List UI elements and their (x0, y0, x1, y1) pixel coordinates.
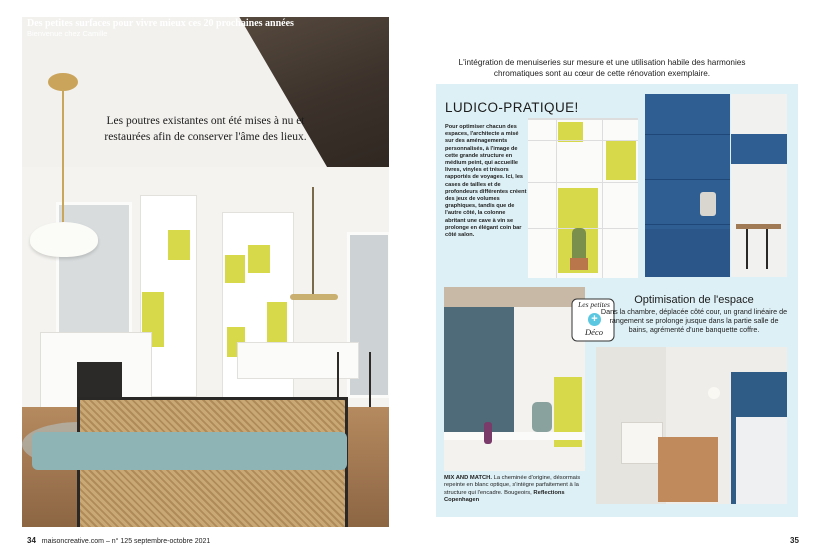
living-room-photo (22, 17, 389, 527)
yellow-niche (267, 302, 287, 342)
optimisation-body: Dans la chambre, déplacée côté cour, un grand linéaire de rangement se prolonge jusque dans la partie salle de bains, agrémenté d'une banquette coffre. (600, 307, 788, 335)
yellow-niche (225, 255, 245, 283)
folio-text: maisoncreative.com – n° 125 septembre-octobre 2021 (41, 538, 211, 545)
intro-text: L'intégration de menuiseries sur mesure et une utilisation habile des harmonies chromatiques sont au cœur de cette rénovation exemplaire. (458, 58, 746, 78)
vase (532, 402, 552, 432)
ludico-title: LUDICO-PRATIQUE! (445, 100, 579, 115)
left-folio (27, 536, 210, 545)
right-folio (790, 536, 799, 545)
shelving-photo (528, 118, 638, 278)
yellow-niche (168, 230, 190, 260)
globe-lamp (30, 222, 98, 257)
blue-bar-photo (645, 94, 730, 277)
bed-linen (736, 417, 787, 504)
page-number-right: 35 (790, 536, 799, 545)
badge-plus: + (588, 313, 601, 326)
pendant-light (290, 294, 338, 300)
kitchen-photo (731, 94, 787, 277)
series-subtitle: Bienvenue chez Camille (27, 29, 108, 38)
mix-body: La cheminée d'origine, désormais repeinte en blanc optique, s'intègre parfaitement à la structure qui l'encadre. Bougeoirs, (444, 475, 581, 496)
ludico-body: Pour optimiser chacun des espaces, l'architecte a misé sur des aménagements personnalisés, à l'image de cette grande structure en médium peint, qui accueille livres, vinyles et trésors rapportés de voyages. Ici, les cases de tailles et de profondeurs différentes créent des jeux de volumes graphiques, tandis que de l'autre côté, la colonne abritant une cave à vin se prolonge en élégant coin bar côté salon. (445, 124, 527, 239)
mix-lead: MIX AND MATCH. (444, 475, 492, 481)
page-number-left: 34 (27, 536, 36, 545)
badge-top-text: Les petites (578, 300, 610, 309)
photo-caption: Les poutres existantes ont été mises à nu et restaurées afin de conserver l'âme des lieux. (104, 115, 307, 143)
sofa-cushion (32, 432, 347, 470)
bedroom-photo (596, 347, 787, 504)
series-title: Des petites surfaces pour vivre mieux ces 20 prochaines années (27, 18, 294, 29)
fireplace-detail-photo (444, 287, 585, 471)
lamp-rod (62, 89, 64, 224)
coffee-machine (700, 192, 716, 216)
mix-brand: Reflections Copenhagen (444, 489, 565, 504)
pendant-rod (312, 187, 314, 295)
mix-caption (444, 475, 584, 505)
optimisation-title: Optimisation de l'espace (634, 294, 754, 306)
wall-lamp (708, 387, 720, 399)
plant-pot (570, 258, 588, 270)
bedside-table (658, 437, 718, 502)
candle-holder (484, 422, 492, 444)
yellow-niche (248, 245, 270, 273)
badge-bottom-text: Déco (585, 327, 603, 337)
